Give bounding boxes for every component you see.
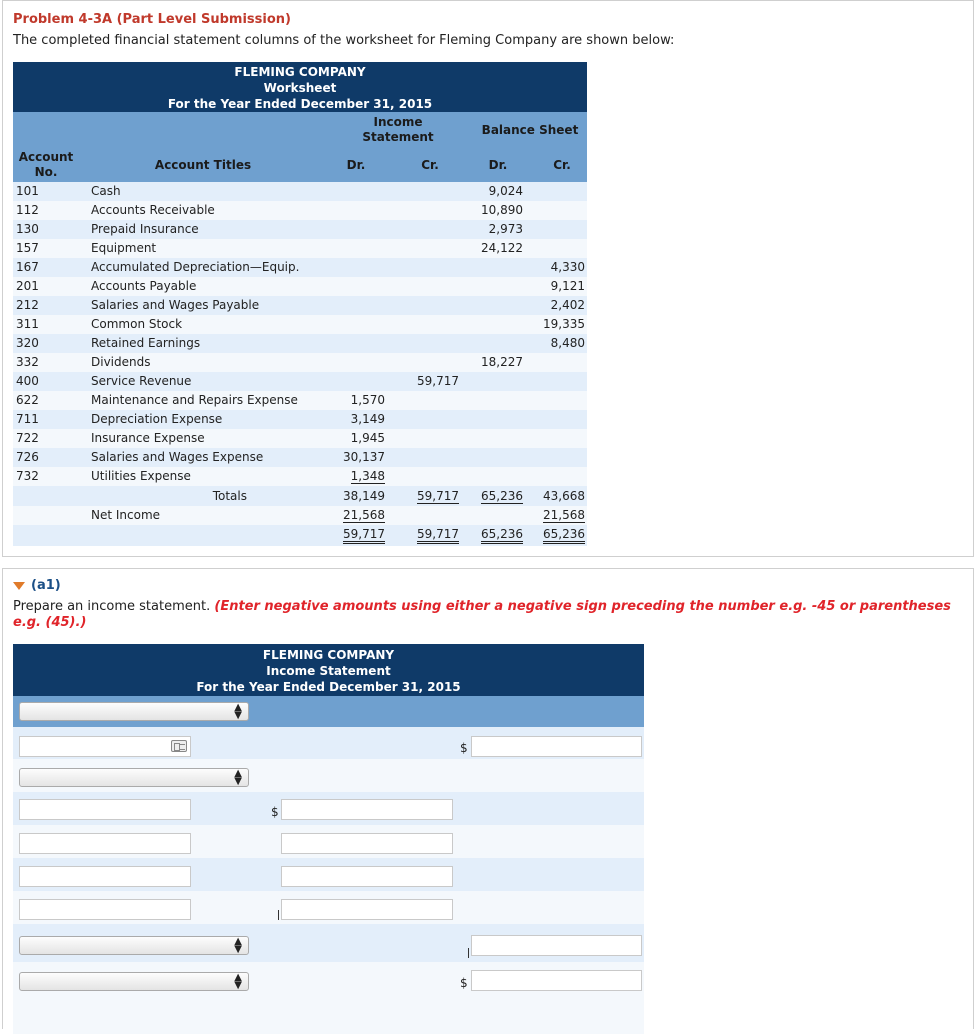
is-text-input-5[interactable] xyxy=(19,899,191,920)
worksheet-row xyxy=(13,353,587,372)
col-bs-cr: Cr. xyxy=(553,158,571,172)
a1-instruction xyxy=(13,599,963,631)
worksheet-row xyxy=(13,277,587,296)
problem-intro: The completed financial statement columns of the worksheet for Fleming Company are shown below: xyxy=(13,33,675,48)
column-marker xyxy=(468,948,469,958)
worksheet-row xyxy=(13,315,587,334)
is-period: For the Year Ended December 31, 2015 xyxy=(196,680,461,694)
col-account-titles: Account Titles xyxy=(154,158,252,172)
worksheet-header xyxy=(13,62,587,112)
worksheet-net-income-row xyxy=(13,506,587,525)
is-amount-input-4[interactable] xyxy=(281,866,453,887)
account-title: Depreciation Expense xyxy=(91,412,223,426)
final-is-cr: 59,717 xyxy=(417,527,459,544)
worksheet-row xyxy=(13,239,587,258)
net-income-label: Net Income xyxy=(91,508,161,522)
account-title: Equipment xyxy=(91,241,157,255)
account-no: 212 xyxy=(16,298,39,312)
is-name: Income Statement xyxy=(266,664,391,678)
total-is-dr: 38,149 xyxy=(343,489,385,503)
account-no: 320 xyxy=(16,336,39,350)
col-balance-sheet: Balance Sheet xyxy=(481,123,579,137)
is-row-2 xyxy=(13,727,644,759)
amount-is-cr: 59,717 xyxy=(417,374,459,388)
worksheet-name: Worksheet xyxy=(263,81,337,95)
is-text-input-4[interactable] xyxy=(19,866,191,887)
worksheet-row xyxy=(13,429,587,448)
worksheet-column-headers xyxy=(13,112,587,182)
account-no: 722 xyxy=(16,431,39,445)
amount-is-dr: 1,570 xyxy=(350,393,385,407)
is-row-4 xyxy=(13,792,644,825)
updown-arrow-icon: ▲ ▼ xyxy=(234,768,242,787)
worksheet-table xyxy=(13,62,587,548)
is-row-1 xyxy=(13,696,644,727)
is-row-9 xyxy=(13,962,644,1034)
account-no: 732 xyxy=(16,469,39,483)
account-title: Accounts Payable xyxy=(91,279,197,293)
updown-arrow-icon: ▲ ▼ xyxy=(234,936,242,955)
account-no: 622 xyxy=(16,393,39,407)
account-no: 112 xyxy=(16,203,39,217)
amount-is-dr: 30,137 xyxy=(343,450,385,464)
worksheet-row xyxy=(13,201,587,220)
income-statement-header xyxy=(13,644,644,696)
worksheet-row xyxy=(13,182,587,201)
account-title: Service Revenue xyxy=(91,374,192,388)
is-amount-input-5[interactable] xyxy=(281,899,453,920)
account-title: Prepaid Insurance xyxy=(91,222,199,236)
col-income-statement: Income Statement xyxy=(362,115,434,144)
account-no: 726 xyxy=(16,450,39,464)
amount-bs-cr: 8,480 xyxy=(550,336,585,350)
account-title: Salaries and Wages Expense xyxy=(91,450,264,464)
account-no: 332 xyxy=(16,355,39,369)
a1-header[interactable] xyxy=(13,578,61,593)
worksheet-row xyxy=(13,448,587,467)
account-title: Accumulated Depreciation—Equip. xyxy=(91,260,300,274)
is-amount-input-6[interactable] xyxy=(471,935,642,956)
worksheet-row xyxy=(13,372,587,391)
is-row-5 xyxy=(13,825,644,858)
column-marker xyxy=(278,910,279,920)
is-select-3[interactable] xyxy=(19,936,249,955)
income-statement-form xyxy=(13,644,644,1034)
worksheet-row xyxy=(13,410,587,429)
col-is-cr: Cr. xyxy=(421,158,439,172)
dollar-sign: $ xyxy=(271,805,279,819)
amount-bs-dr: 18,227 xyxy=(481,355,523,369)
dollar-sign: $ xyxy=(460,741,468,755)
net-income-is-dr: 21,568 xyxy=(343,508,385,522)
is-row-6 xyxy=(13,858,644,891)
account-no: 101 xyxy=(16,184,39,198)
worksheet-row xyxy=(13,258,587,277)
a1-instruction-note: (Enter negative amounts using either a negative sign preceding the number e.g. -45 or parentheses e.g. (45).) xyxy=(13,599,951,630)
worksheet-row xyxy=(13,467,587,486)
worksheet-row xyxy=(13,296,587,315)
final-bs-cr: 65,236 xyxy=(543,527,585,544)
amount-bs-dr: 24,122 xyxy=(481,241,523,255)
is-amount-input-2[interactable] xyxy=(281,799,453,820)
amount-bs-cr: 9,121 xyxy=(550,279,585,293)
account-no: 157 xyxy=(16,241,39,255)
account-title: Utilities Expense xyxy=(91,469,191,483)
worksheet-final-row xyxy=(13,525,587,546)
col-bs-dr: Dr. xyxy=(488,158,508,172)
totals-label: Totals xyxy=(212,489,247,503)
is-amount-input-3[interactable] xyxy=(281,833,453,854)
is-select-2[interactable] xyxy=(19,768,249,787)
amount-bs-cr: 4,330 xyxy=(550,260,585,274)
account-no: 711 xyxy=(16,412,39,426)
account-no: 311 xyxy=(16,317,39,331)
a1-label: (a1) xyxy=(31,578,61,593)
amount-is-dr: 1,945 xyxy=(350,431,385,445)
amount-bs-cr: 2,402 xyxy=(550,298,585,312)
final-bs-dr: 65,236 xyxy=(481,527,523,544)
worksheet-row xyxy=(13,220,587,239)
a1-instruction-text: Prepare an income statement. xyxy=(13,599,211,614)
account-title: Maintenance and Repairs Expense xyxy=(91,393,298,407)
account-title: Retained Earnings xyxy=(91,336,201,350)
worksheet-totals-row xyxy=(13,486,587,506)
net-income-bs-cr: 21,568 xyxy=(543,508,585,522)
is-row-7 xyxy=(13,891,644,924)
account-title: Dividends xyxy=(91,355,151,369)
is-row-3 xyxy=(13,759,644,792)
worksheet-row xyxy=(13,334,587,353)
total-bs-dr: 65,236 xyxy=(481,489,523,503)
account-no: 167 xyxy=(16,260,39,274)
updown-arrow-icon: ▲ ▼ xyxy=(234,972,242,991)
is-company: FLEMING COMPANY xyxy=(262,648,395,662)
worksheet-company: FLEMING COMPANY xyxy=(234,65,366,79)
is-amount-input-1[interactable] xyxy=(471,736,642,757)
is-text-input-1[interactable] xyxy=(19,736,191,757)
dollar-sign: $ xyxy=(460,976,468,990)
is-amount-input-7[interactable] xyxy=(471,970,642,991)
account-title: Accounts Receivable xyxy=(91,203,215,217)
total-bs-cr: 43,668 xyxy=(543,489,585,503)
part-a1-panel xyxy=(2,568,974,1029)
amount-bs-dr: 2,973 xyxy=(488,222,523,236)
account-no: 201 xyxy=(16,279,39,293)
col-account-no: Account No. xyxy=(18,150,74,179)
amount-is-dr: 1,348 xyxy=(350,469,385,483)
account-title: Salaries and Wages Payable xyxy=(91,298,260,312)
account-no: 130 xyxy=(16,222,39,236)
account-title: Common Stock xyxy=(91,317,183,331)
amount-bs-dr: 9,024 xyxy=(488,184,523,198)
id-card-icon[interactable] xyxy=(171,740,187,752)
is-text-input-2[interactable] xyxy=(19,799,191,820)
amount-is-dr: 3,149 xyxy=(350,412,385,426)
account-no: 400 xyxy=(16,374,39,388)
amount-bs-dr: 10,890 xyxy=(481,203,523,217)
problem-title: Problem 4-3A (Part Level Submission) xyxy=(13,12,291,27)
amount-bs-cr: 19,335 xyxy=(543,317,585,331)
final-is-dr: 59,717 xyxy=(343,527,385,544)
is-row-8 xyxy=(13,924,644,962)
worksheet-row xyxy=(13,391,587,410)
total-is-cr: 59,717 xyxy=(417,489,459,503)
account-title: Cash xyxy=(91,184,121,198)
problem-panel xyxy=(2,0,974,557)
collapse-triangle-icon[interactable] xyxy=(13,582,25,590)
is-select-1[interactable] xyxy=(19,702,249,721)
is-text-input-3[interactable] xyxy=(19,833,191,854)
col-is-dr: Dr. xyxy=(346,158,366,172)
updown-arrow-icon: ▲ ▼ xyxy=(234,702,242,721)
is-select-4[interactable] xyxy=(19,972,249,991)
worksheet-body xyxy=(13,182,587,548)
account-title: Insurance Expense xyxy=(91,431,205,445)
worksheet-period: For the Year Ended December 31, 2015 xyxy=(167,97,433,111)
